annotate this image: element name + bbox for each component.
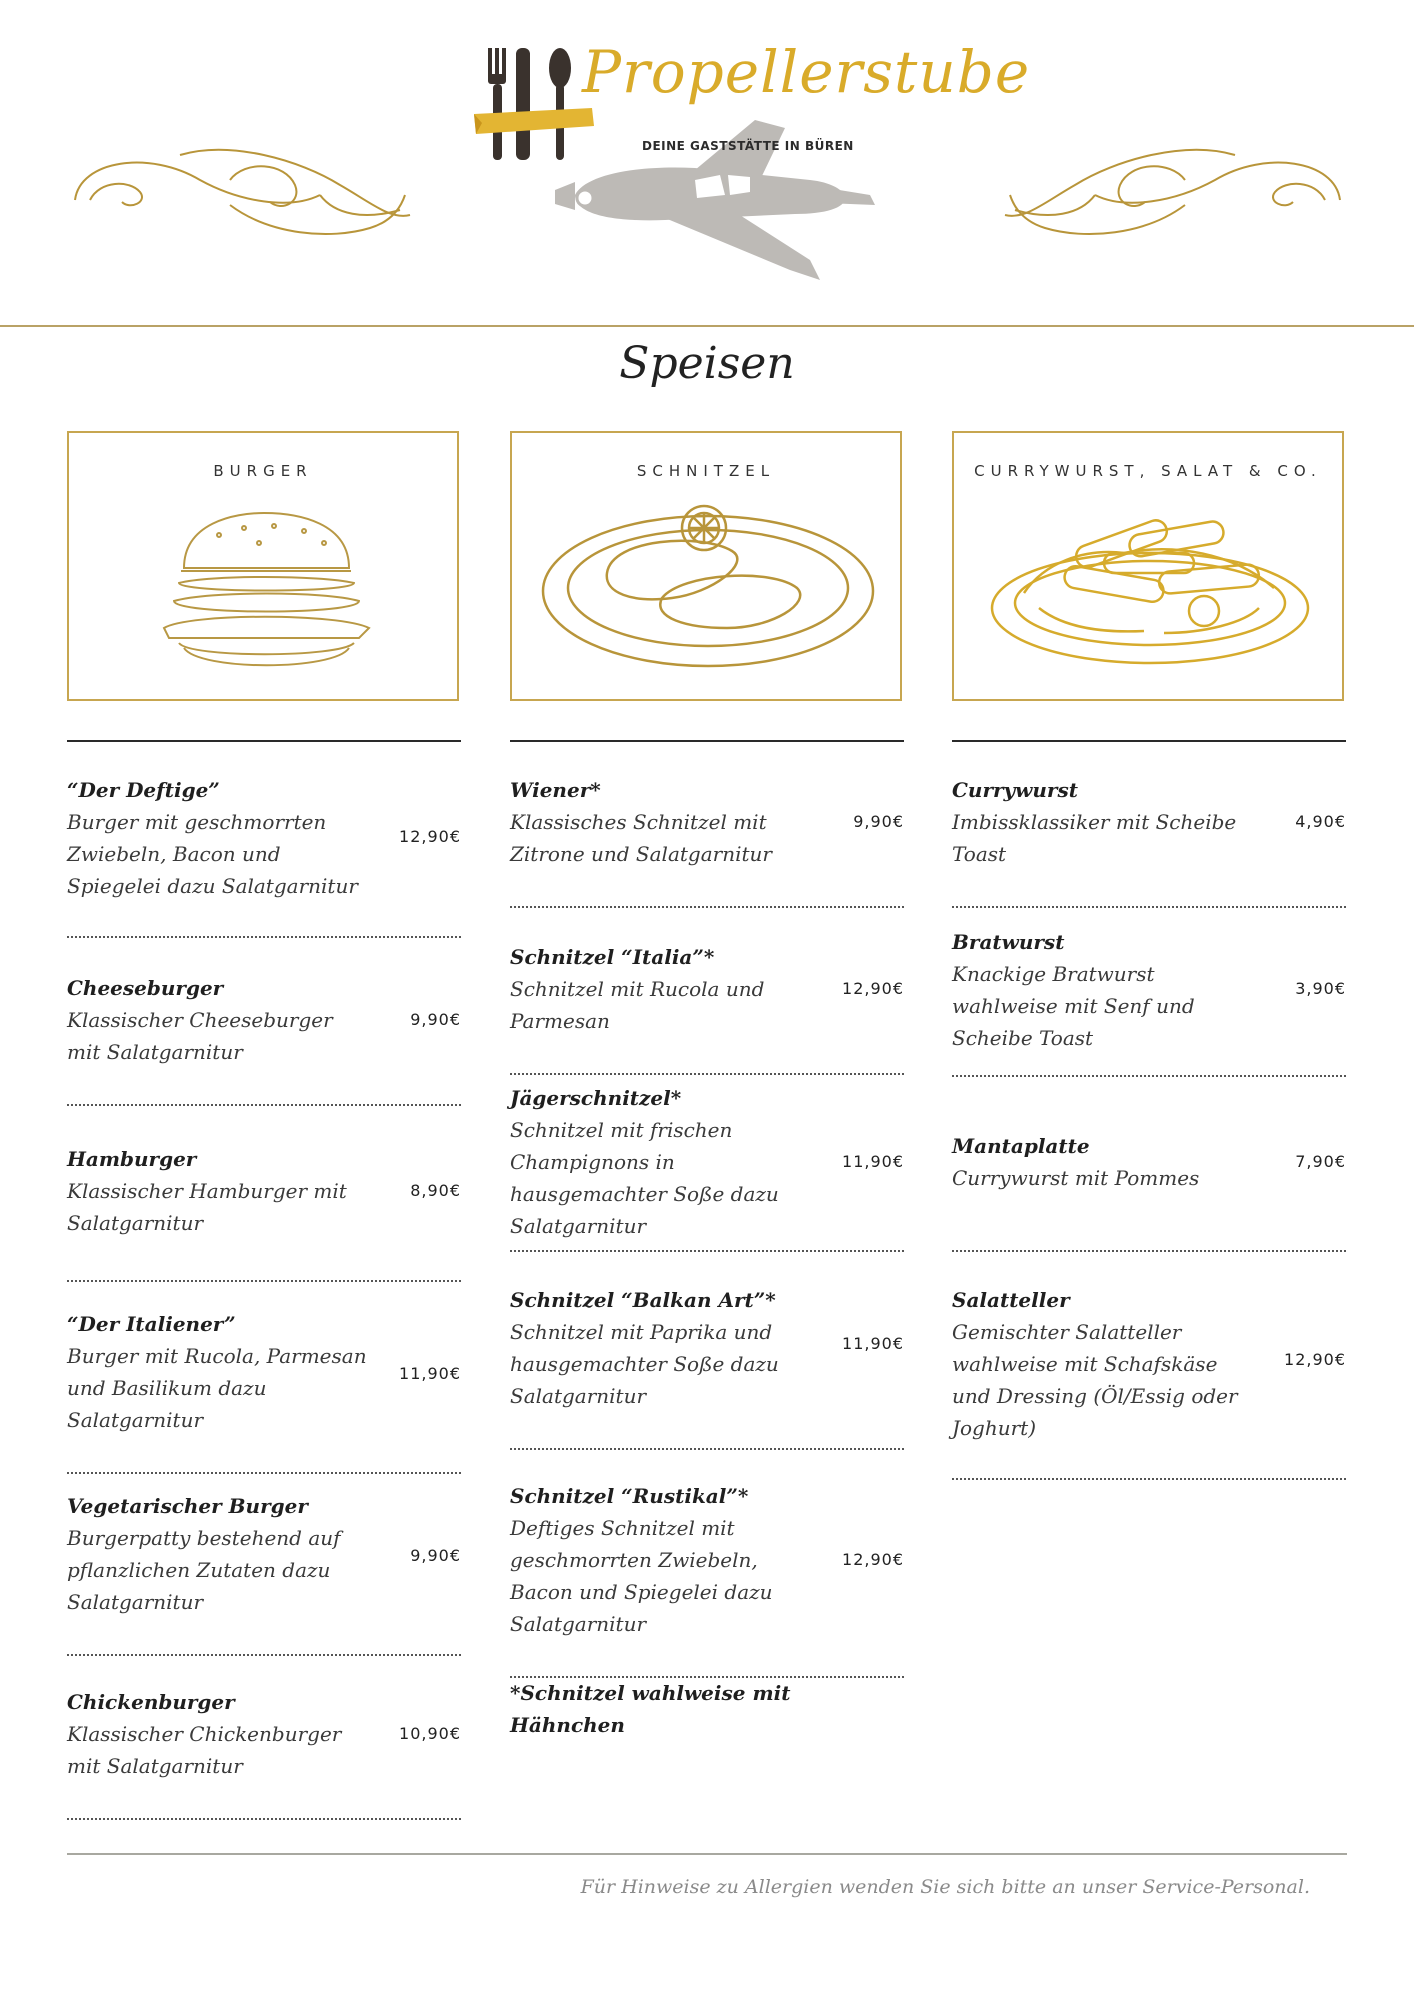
item-description: Knackige Bratwurst wahlweise mit Senf und Scheibe Toast [952, 962, 1195, 1050]
category-box-currywurst [952, 431, 1344, 701]
item-description: Burgerpatty bestehend auf pflanzlichen Zutaten dazu Salatgarnitur [67, 1526, 341, 1614]
burger-illustration-icon [69, 433, 461, 703]
section-title: Speisen [619, 338, 795, 389]
menu-item [67, 972, 461, 1068]
item-description: Burger mit geschmorrten Zwiebeln, Bacon und Spiegelei dazu Salatgarnitur [67, 810, 358, 898]
column-rule-currywurst [952, 740, 1346, 742]
item-divider [952, 1075, 1346, 1077]
menu-item [510, 941, 904, 1037]
item-description: Klassischer Chickenburger mit Salatgarnitur [67, 1722, 342, 1778]
item-name: Hamburger [67, 1147, 197, 1171]
schnitzel-footnote: *Schnitzel wahlweise mit Hähnchen [510, 1681, 791, 1737]
footer-divider [67, 1853, 1347, 1855]
item-name: Wiener* [510, 778, 601, 802]
category-box-burger [67, 431, 459, 701]
header-divider [0, 325, 1414, 327]
category-box-schnitzel [510, 431, 902, 701]
item-divider [67, 1280, 461, 1282]
menu-item [510, 1480, 904, 1640]
menu-item [510, 1284, 904, 1412]
item-description: Deftiges Schnitzel mit geschmorrten Zwiebeln, Bacon und Spiegelei dazu Salatgarnitur [510, 1516, 773, 1636]
item-name: Mantaplatte [952, 1134, 1090, 1158]
item-price: 9,90€ [853, 812, 904, 831]
item-divider [67, 1654, 461, 1656]
menu-item [952, 774, 1346, 870]
item-description: Imbissklassiker mit Scheibe Toast [952, 810, 1237, 866]
item-price: 12,90€ [399, 827, 461, 846]
item-price: 12,90€ [1284, 1350, 1346, 1369]
item-description: Gemischter Salatteller wahlweise mit Schafskäse und Dressing (Öl/Essig oder Joghurt) [952, 1320, 1238, 1440]
left-flourish-ornament [70, 140, 420, 250]
item-description: Klassisches Schnitzel mit Zitrone und Salatgarnitur [510, 810, 772, 866]
item-price: 12,90€ [842, 979, 904, 998]
column-rule-schnitzel [510, 740, 904, 742]
item-description: Klassischer Hamburger mit Salatgarnitur [67, 1179, 347, 1235]
item-name: Currywurst [952, 778, 1078, 802]
menu-item [67, 1143, 461, 1239]
item-name: “Der Italiener” [67, 1312, 236, 1336]
item-price: 8,90€ [410, 1181, 461, 1200]
menu-item [952, 1130, 1346, 1194]
item-divider [510, 906, 904, 908]
category-title: CURRYWURST, SALAT & CO. [974, 462, 1322, 480]
item-description: Currywurst mit Pommes [952, 1166, 1200, 1190]
brand-name: Propellerstube [582, 38, 1031, 106]
item-price: 11,90€ [399, 1364, 461, 1383]
currywurst-plate-illustration-icon [954, 433, 1346, 703]
menu-item [952, 926, 1346, 1054]
item-divider [952, 1478, 1346, 1480]
item-price: 4,90€ [1295, 812, 1346, 831]
brand-tagline: DEINE GASTSTÄTTE IN BÜREN [642, 139, 854, 153]
item-name: Bratwurst [952, 930, 1065, 954]
item-description: Schnitzel mit frischen Champignons in hausgemachter Soße dazu Salatgarnitur [510, 1118, 779, 1238]
item-name: Vegetarischer Burger [67, 1494, 308, 1518]
menu-item [67, 1686, 461, 1782]
item-name: Schnitzel “Italia”* [510, 945, 715, 969]
menu-item [952, 1284, 1346, 1444]
item-name: Jägerschnitzel* [510, 1086, 682, 1110]
item-name: Chickenburger [67, 1690, 235, 1714]
item-price: 10,90€ [399, 1724, 461, 1743]
item-divider [510, 1073, 904, 1075]
item-price: 12,90€ [842, 1550, 904, 1569]
item-divider [952, 1250, 1346, 1252]
menu-item [510, 774, 904, 870]
item-price: 7,90€ [1295, 1152, 1346, 1171]
item-description: Klassischer Cheeseburger mit Salatgarnitur [67, 1008, 333, 1064]
item-description: Burger mit Rucola, Parmesan und Basilikum dazu Salatgarnitur [67, 1344, 367, 1432]
schnitzel-plate-illustration-icon [512, 433, 904, 703]
item-price: 3,90€ [1295, 979, 1346, 998]
item-price: 9,90€ [410, 1010, 461, 1029]
item-divider [67, 1818, 461, 1820]
page-header [0, 0, 1414, 330]
cutlery-logo-icon [472, 44, 597, 169]
item-divider [67, 936, 461, 938]
category-title: SCHNITZEL [636, 462, 776, 480]
allergy-note: Für Hinweise zu Allergien wenden Sie sich bitte an unser Service-Personal. [580, 1876, 1310, 1898]
item-divider [510, 1448, 904, 1450]
item-description: Schnitzel mit Rucola und Parmesan [510, 977, 765, 1033]
category-title: BURGER [213, 462, 313, 480]
item-name: Schnitzel “Rustikal”* [510, 1484, 749, 1508]
item-price: 11,90€ [842, 1334, 904, 1353]
item-price: 9,90€ [410, 1546, 461, 1565]
item-name: Salatteller [952, 1288, 1070, 1312]
menu-item [510, 1082, 904, 1242]
item-divider [952, 906, 1346, 908]
menu-item [67, 774, 461, 902]
menu-item [67, 1490, 461, 1618]
item-name: Schnitzel “Balkan Art”* [510, 1288, 776, 1312]
item-name: “Der Deftige” [67, 778, 220, 802]
item-divider [67, 1472, 461, 1474]
item-description: Schnitzel mit Paprika und hausgemachter Soße dazu Salatgarnitur [510, 1320, 779, 1408]
column-rule-burger [67, 740, 461, 742]
item-price: 11,90€ [842, 1152, 904, 1171]
item-divider [510, 1250, 904, 1252]
item-name: Cheeseburger [67, 976, 224, 1000]
right-flourish-ornament [995, 140, 1345, 250]
item-divider [67, 1104, 461, 1106]
menu-item [67, 1308, 461, 1436]
